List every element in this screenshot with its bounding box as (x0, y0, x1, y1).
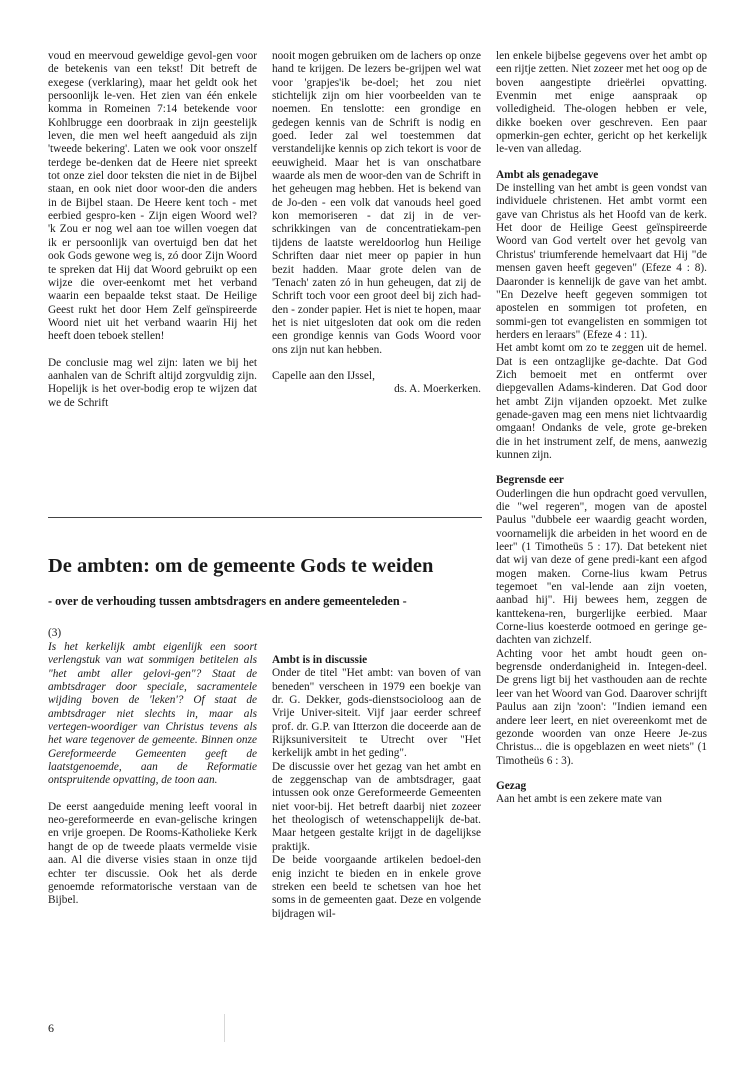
article-column-3 (496, 50, 707, 807)
paragraph: Aan het ambt is een zekere mate van (496, 793, 662, 806)
article-column-1 (48, 641, 257, 908)
paragraph: De conclusie mag wel zijn: laten we bij het aanhalen van de Schrift altijd zorgvuldig zijn. Hopelijk is het over-bodig erop te wijzen dat we de Schrift (48, 356, 257, 409)
paragraph: voud en meervoud geweldige gevol-gen voor de betekenis van een tekst! Dit betreft de exegese (verklaring), maar het geldt ook het persoonlijk le-ven. Het zien van één enkele komma in Romeinen 7:14 betekende voor Kohlbrugge een doorbraak in zijn geestelijk leven, die men wel heeft aangeduid als zijn 'tweede bekering'. Laten we ook voor onszelf terdege be-denken dat de Heere niet spreekt tot onze ziel door teksten die niet in de Bijbel staan, en ook niet door woor-den die anders in de Bijbel staan. De Heere kent toch - met eerbied gespro-ken - Zijn eigen Woord wel? 'k Zou er nog wel aan toe willen voegen dat ik er persoonlijk van overtuigd ben dat het ook Gods gewone weg is, zó door Zijn Woord te spreken dat Hij dat Woord gebruikt op een wijze die over-eenkomt met het verband waarin een bepaalde tekst staat. De Heilige Geest rukt het door Hem Zelf geïnspireerde Woord niet uit het verband waarin Hij het heeft doen teboek stellen! (48, 50, 257, 343)
paragraph: len enkele bijbelse gegevens over het ambt op een rijtje zetten. Niet zozeer met het oog op de boven aangestipte drieërlei opvatting. Evenmin met enige aanspraak op volledigheid. The-ologen hebben er vele, dikke boeken over geschreven. Een paar opmerkin-gen echter, gericht op het kerkelijk le-ven van alledag. (496, 50, 707, 156)
paragraph: Onder de titel "Het ambt: van boven of van beneden" verscheen in 1979 een boekje van dr. G. Dekker, gods-dienstsocioloog aan de Vrije Univer-siteit. Vijf jaar eerder schreef prof. dr. G.P. van Itterzon die doceerde aan de Rijksuniversiteit te Utrecht over "Het kerkelijk ambt in het geding". (272, 667, 481, 760)
paragraph: De eerst aangeduide mening leeft vooral in neo-gereformeerde en evan-gelische kringen en vrije groepen. De Rooms-Katholieke Kerk hangt de op de tweede plaats vermelde visie aan. Al die diverse visies staan in onze tijd echter ter discussie. Ook het als derde genoemde reformatorische verstaan van de Bijbel. (48, 800, 257, 907)
section-heading-ambt-als-genadegave: Ambt als genadegave (496, 168, 599, 181)
page-number: 6 (48, 1021, 54, 1035)
top-article-column-2 (272, 50, 481, 397)
paragraph: Ouderlingen die hun opdracht goed vervullen, die "wel regeren", mogen van de apostel Paulus "dubbele eer waardig geacht worden, voornamelijk die arbeiden in het woord en de leer" (1 Timotheüs 5 : 17). Dat betekent niet dat wij van deze of gene predi-kant een afgod mogen maken. Corne-lius kwam Petrus tegemoet "en val-lende aan zijn voeten, aanbad hij". Hij bewees hem, zeggen de kanttekena-ren, burgerlijke eerbied. Maar Corne-lius koesterde ootmoed en geringe ge-dachten van zichzelf. (496, 487, 707, 647)
section-heading-begrensde-eer: Begrensde eer (496, 474, 564, 487)
article-intro: Is het kerkelijk ambt eigenlijk een soort verlengstuk van wat sommigen betitelen als "het ambt aller gelovi-gen"? Staat de ambtsdrager door speciale, sacramentele wijding boven de 'leken'? Of staat de ambtsdrager niet slechts in, maar als vertegen-woordiger van Christus tevens als het ware tegenover de gemeente. Binnen onze Gereformeerde Gemeenten geeft de laatstgenoemde, aan de Reformatie ontspruitende opvatting, de toon aan. (48, 641, 257, 787)
article-title: De ambten: om de gemeente Gods te weiden (48, 555, 434, 577)
signature-place: Capelle aan den IJssel, (272, 369, 375, 382)
section-heading-ambt-is-in-discussie: Ambt is in discussie (272, 654, 368, 666)
article-subtitle: - over de verhouding tussen ambtsdragers en andere gemeenteleden - (48, 594, 407, 608)
article-column-2 (272, 654, 481, 921)
scan-fold-mark (224, 1014, 225, 1042)
article-part-number: (3) (48, 627, 62, 639)
signature-author: ds. A. Moerkerken. (394, 383, 481, 396)
paragraph: Achting voor het ambt houdt geen on-begrensde onderdanigheid in. Integen-deel. De grens ligt bij het vasthouden aan de rechte leer van het Woord van God. Daarover schrijft Paulus aan zijn 'zoon': "Indien iemand een andere leer leert, en niet overeenkomt met de gezonde woorden van onze Heere Je-zus Christus... die is opgeblazen en weet niets" (1 Timotheüs 6 : 3). (496, 647, 707, 767)
paragraph: nooit mogen gebruiken om de lachers op onze hand te krijgen. De lezers be-grijpen wel wat voor 'grapjes'ik be-doel; het zou niet stichtelijk zijn om hier voorbeelden van te noemen. En tenslotte: een grondige en gedegen kennis van de Schrift is nodig en goed. Ieder zal wel toestemmen dat verstandelijke kennis op zich tekort is voor de eeuwigheid. Maar het is van onschatbare waarde als men de woor-den van de Schrift in het geheugen mag hebben. Het is bekend van de Jo-den - een volk dat vanouds heel goed kon memoriseren - dat zij in de ver-schrikkingen van de concentratiekam-pen tijdens de laatste wereldoorlog hun Heilige Schriften daar niet meer op papier in hun bezit hadden. Maar grote delen van de 'Tenach' zaten zó in hun geheugen, dat zij de Schrift toch voor een groot deel bij zich had-den - zonder papier. Het is niet te hopen, maar het is niet uitgesloten dat ook om die reden een grondige kennis van Gods Woord voor ons zijn nut kan hebben. (272, 50, 481, 356)
top-article-column-1 (48, 50, 257, 410)
paragraph: De discussie over het gezag van het ambt en de zeggenschap van de ambtsdrager, gaat intussen ook onze Gereformeerde Gemeenten niet voor-bij. Het betreft daarbij niet zozeer het theologisch of wetenschappelijk de-bat. Maar hetgeen gestalte krijgt in de dagelijkse praktijk. (272, 760, 481, 853)
article-separator-rule (48, 517, 482, 518)
paragraph: De instelling van het ambt is geen vondst van individuele christenen. Het ambt vormt een gave van Christus als het Hoofd van de kerk. Het door de Heilige Geest geïnspireerde Woord van God vertelt over het gevolg van Christus' triumferende hemelvaart dat Hij "de mensen gaven heeft gegeven" (Efeze 4 : 8). Daaronder is kennelijk de gave van het ambt. "En Dezelve heeft gegeven sommigen tot apostelen en sommigen tot profeten, en sommi-gen tot evangelisten en sommigen tot herders en leraars" (Efeze 4 : 11). (496, 182, 707, 341)
section-heading-gezag: Gezag (496, 779, 527, 792)
paragraph: Het ambt komt om zo te zeggen uit de hemel. Dat is een ontzaglijke ge-dachte. Dat God Zich bemoeit met en ontfermt over diepgevallen Adams-kinderen. Dat God door het ambt Zijn vijanden opzoekt. Met zulke genade-gaven mag een mens niet lichtvaardig omgaan! Ondanks de vele, grote ge-breken die in het instrument zelf, de mens, aanwezig kunnen zijn. (496, 342, 707, 461)
paragraph: De beide voorgaande artikelen bedoel-den enig inzicht te bieden en in enkele grove streken een beeld te schetsen van hoe het soms in de gemeenten gaat. Deze en volgende bijdragen wil- (272, 854, 481, 920)
